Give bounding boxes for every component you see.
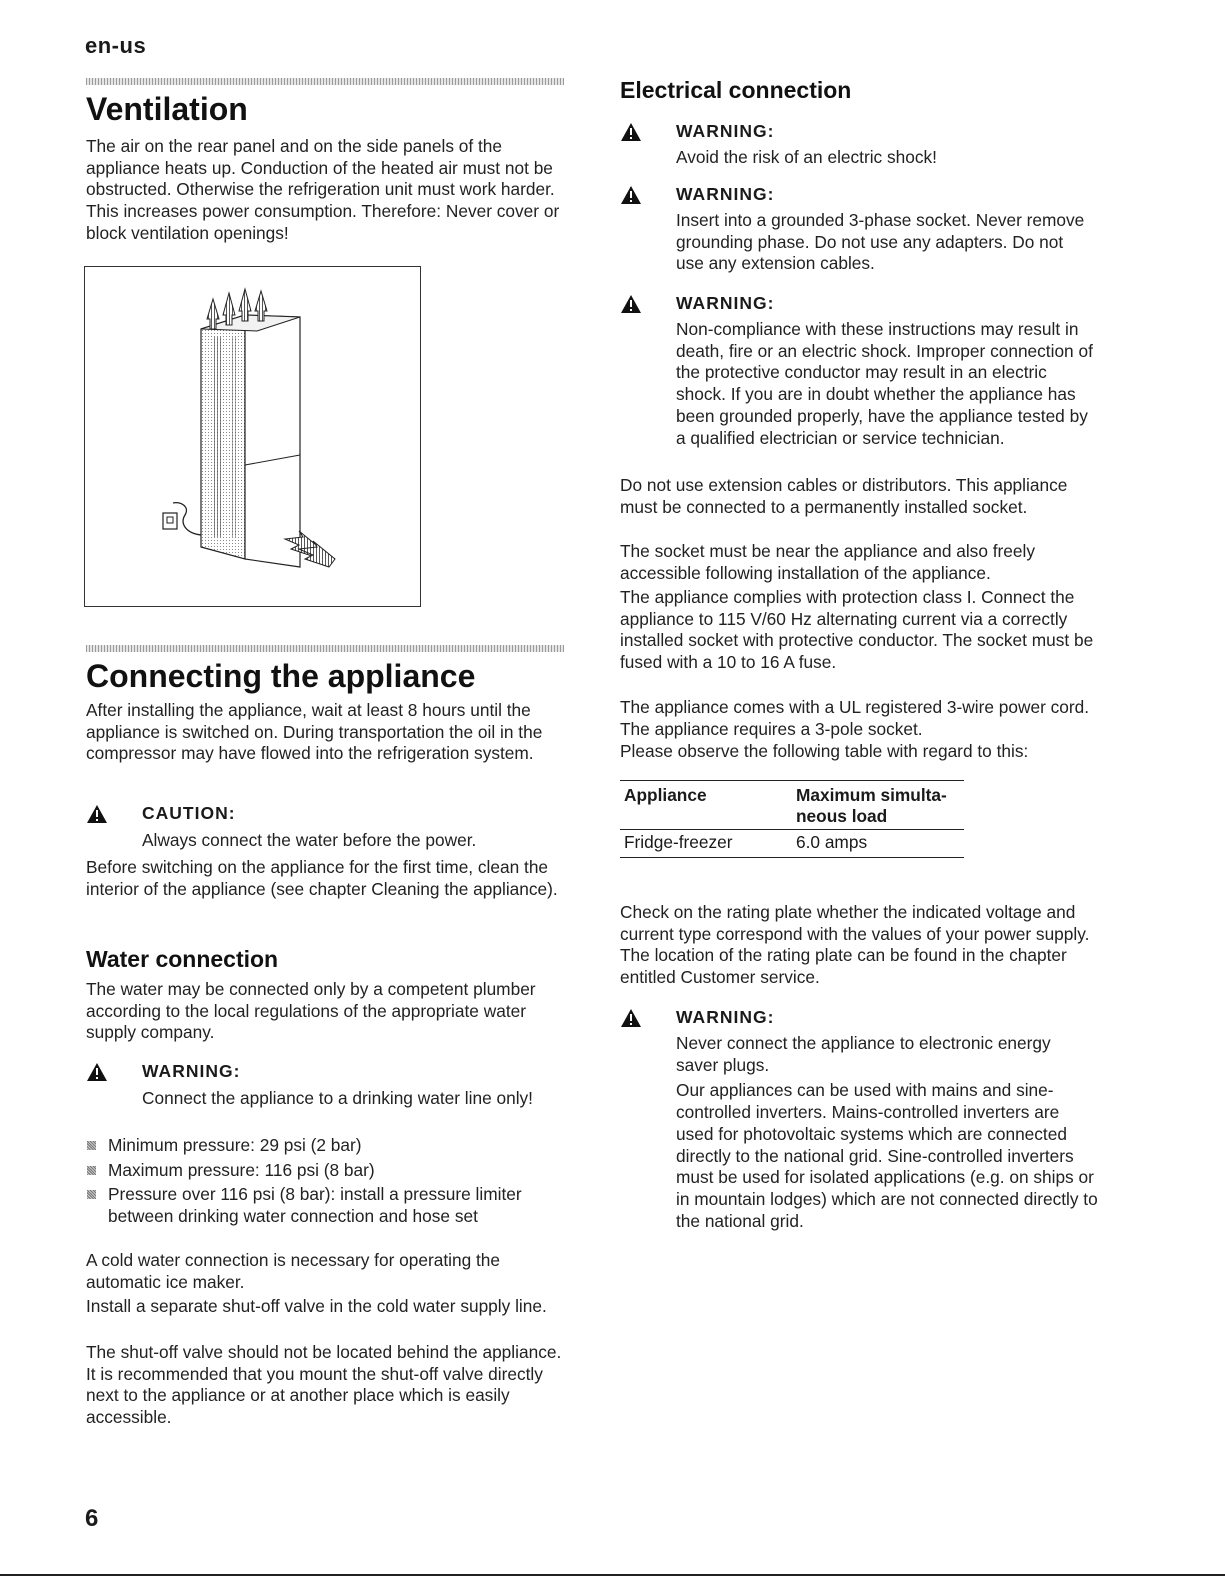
square-bullet-icon xyxy=(87,1141,96,1150)
electrical-para-cord: The appliance comes with a UL registered 3-wire power cord. The appliance requires a 3-pole socket. xyxy=(620,697,1090,739)
fridge-airflow-illustration xyxy=(85,267,419,605)
warning-title: WARNING: xyxy=(676,1007,775,1027)
list-item: Pressure over 116 psi (8 bar): install a pressure limiter between drinking water connection and hose set xyxy=(86,1184,564,1227)
ventilation-body: The air on the rear panel and on the side panels of the appliance heats up. Conduction of the heated air must not be obstructed. Otherwise the refrigeration unit must work harder. This increases power consumption. Therefore: Never cover or block ventilation openings! xyxy=(86,136,560,243)
water-warning-text: Connect the appliance to a drinking water line only! xyxy=(142,1088,533,1108)
caution-block xyxy=(86,803,564,852)
water-para-valve: Install a separate shut-off valve in the cold water supply line. xyxy=(86,1296,547,1316)
electrical-para-socket: The socket must be near the appliance and also freely accessible following installation of the appliance. xyxy=(620,541,1035,583)
warning-text: Insert into a grounded 3-phase socket. Never remove grounding phase. Do not use any adapters. Do not use any extension cables. xyxy=(676,210,1085,274)
table-header-appliance: Appliance xyxy=(624,785,707,805)
page-bottom-rule xyxy=(0,1574,1225,1576)
list-item: Minimum pressure: 29 psi (2 bar) xyxy=(86,1135,564,1157)
locale-label: en-us xyxy=(85,33,147,58)
water-connection-heading: Water connection xyxy=(86,946,279,972)
warning-triangle-icon xyxy=(620,185,642,205)
electrical-para-rating-plate: Check on the rating plate whether the indicated voltage and current type correspond with the values of your power supply. The location of the rating plate can be found in the chapter entitled Customer service. xyxy=(620,902,1090,988)
page-number: 6 xyxy=(85,1505,99,1532)
water-warning-block xyxy=(86,1061,564,1110)
warning-triangle-icon xyxy=(86,1062,108,1082)
warning-triangle-icon xyxy=(620,122,642,142)
square-bullet-icon xyxy=(87,1166,96,1175)
warning-text: Non-compliance with these instructions may result in death, fire or an electric shock. Improper connection of the protective conductor may result in an electric shock. If you are in doubt whether the appliance has been grounded properly, have the appliance tested by a qualified electrician or service technician. xyxy=(676,319,1093,448)
table-row xyxy=(620,830,964,858)
warning-triangle-icon xyxy=(620,294,642,314)
warning-title: WARNING: xyxy=(676,293,775,313)
table-header-load: Maximum simulta-neous load xyxy=(796,785,947,826)
warning-text: Avoid the risk of an electric shock! xyxy=(676,147,937,167)
electrical-para-extension: Do not use extension cables or distributors. This appliance must be connected to a permanently installed socket. xyxy=(620,475,1068,517)
water-para-ice-maker: A cold water connection is necessary for operating the automatic ice maker. xyxy=(86,1250,501,1292)
pressure-list xyxy=(86,1135,564,1228)
warning-title: WARNING: xyxy=(676,121,775,141)
connecting-body: After installing the appliance, wait at least 8 hours until the appliance is switched on. During transportation the oil in the compressor may have flowed into the refrigeration system. xyxy=(86,700,543,764)
section-divider xyxy=(86,78,564,85)
caution-title: CAUTION: xyxy=(142,803,236,823)
electrical-warning-2 xyxy=(620,184,1098,275)
water-warning-title: WARNING: xyxy=(142,1061,241,1081)
table-cell-load: 6.0 amps xyxy=(796,832,868,852)
table-cell-appliance: Fridge-freezer xyxy=(624,832,733,852)
table-header-row xyxy=(620,781,964,830)
water-para-valve-location: The shut-off valve should not be located behind the appliance. It is recommended that you mount the shut-off valve directly next to the appliance or at another place which is easily accessible. xyxy=(86,1342,562,1428)
load-table xyxy=(620,780,964,858)
connecting-heading: Connecting the appliance xyxy=(86,658,476,694)
caution-text: Always connect the water before the power. xyxy=(142,830,477,850)
electrical-warning-3 xyxy=(620,293,1098,449)
ventilation-figure xyxy=(84,266,421,607)
warning-text: Our appliances can be used with mains and sine-controlled inverters. Mains-controlled inverters are used for photovoltaic systems which are connected directly to the national grid. Sine-controlled inverters must be used for isolated applications (e.g. on ships or in mountain lodges) which are not connected directly to the national grid. xyxy=(676,1080,1098,1231)
list-item: Maximum pressure: 116 psi (8 bar) xyxy=(86,1160,564,1182)
ventilation-heading: Ventilation xyxy=(86,91,248,127)
electrical-connection-heading: Electrical connection xyxy=(620,77,852,103)
electrical-para-protection: The appliance complies with protection class I. Connect the appliance to 115 V/60 Hz alternating current via a correctly installed socket with protective conductor. The socket must be fused with a 10 to 16 A fuse. xyxy=(620,587,1094,673)
warning-triangle-icon xyxy=(86,804,108,824)
warning-title: WARNING: xyxy=(676,184,775,204)
warning-text: Never connect the appliance to electronic energy saver plugs. xyxy=(676,1033,1051,1075)
electrical-warning-4 xyxy=(620,1007,1098,1232)
square-bullet-icon xyxy=(87,1190,96,1199)
connecting-after-caution: Before switching on the appliance for the first time, clean the interior of the appliance (see chapter Cleaning the appliance). xyxy=(86,857,558,899)
warning-triangle-icon xyxy=(620,1008,642,1028)
water-body: The water may be connected only by a competent plumber according to the local regulations of the appropriate water supply company. xyxy=(86,979,536,1043)
section-divider xyxy=(86,645,564,652)
electrical-warning-1 xyxy=(620,121,1098,169)
electrical-para-table-intro: Please observe the following table with regard to this: xyxy=(620,741,1029,761)
